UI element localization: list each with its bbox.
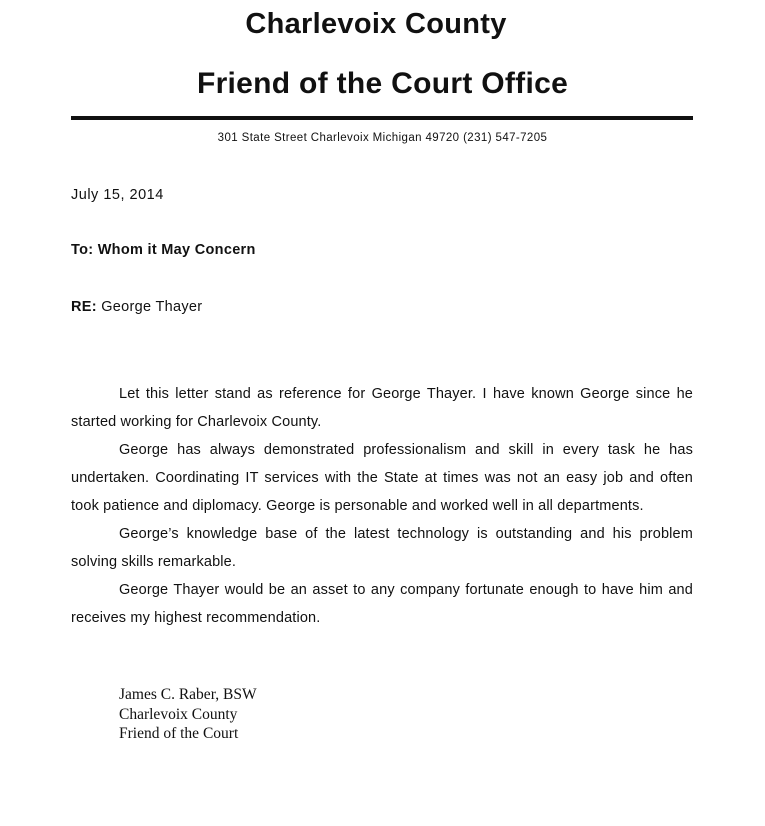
- signer-organization: Charlevoix County: [119, 705, 238, 723]
- signature-block: [119, 685, 257, 744]
- letter-body: [71, 380, 693, 632]
- subject-line: [71, 297, 202, 317]
- letterhead-address: 301 State Street Charlevoix Michigan 49720 (231) 547-7205: [217, 132, 548, 144]
- body-paragraph: George’s knowledge base of the latest technology is outstanding and his problem solving skills remarkable.: [71, 526, 693, 570]
- recipient-line: To: Whom it May Concern: [71, 242, 256, 258]
- body-paragraph: George Thayer would be an asset to any company fortunate enough to have him and receives my highest recommendation.: [71, 582, 693, 626]
- letter-date: July 15, 2014: [71, 187, 164, 203]
- subject-name: George Thayer: [101, 299, 203, 315]
- signer-name: James C. Raber, BSW: [119, 686, 257, 703]
- signer-office: Friend of the Court: [119, 725, 239, 742]
- body-paragraph: Let this letter stand as reference for George Thayer. I have known George since he started working for Charlevoix County.: [71, 386, 693, 430]
- subject-label: RE:: [71, 299, 97, 315]
- letterhead-divider: [71, 116, 693, 120]
- letterhead-office: Friend of the Court Office: [196, 67, 569, 100]
- letterhead-county: Charlevoix County: [245, 8, 507, 40]
- body-paragraph: George has always demonstrated professionalism and skill in every task he has undertaken. Coordinating IT services with the State at times was not an easy job and often took patience and diplomacy. George is personable and worked well in all departments.: [71, 442, 693, 514]
